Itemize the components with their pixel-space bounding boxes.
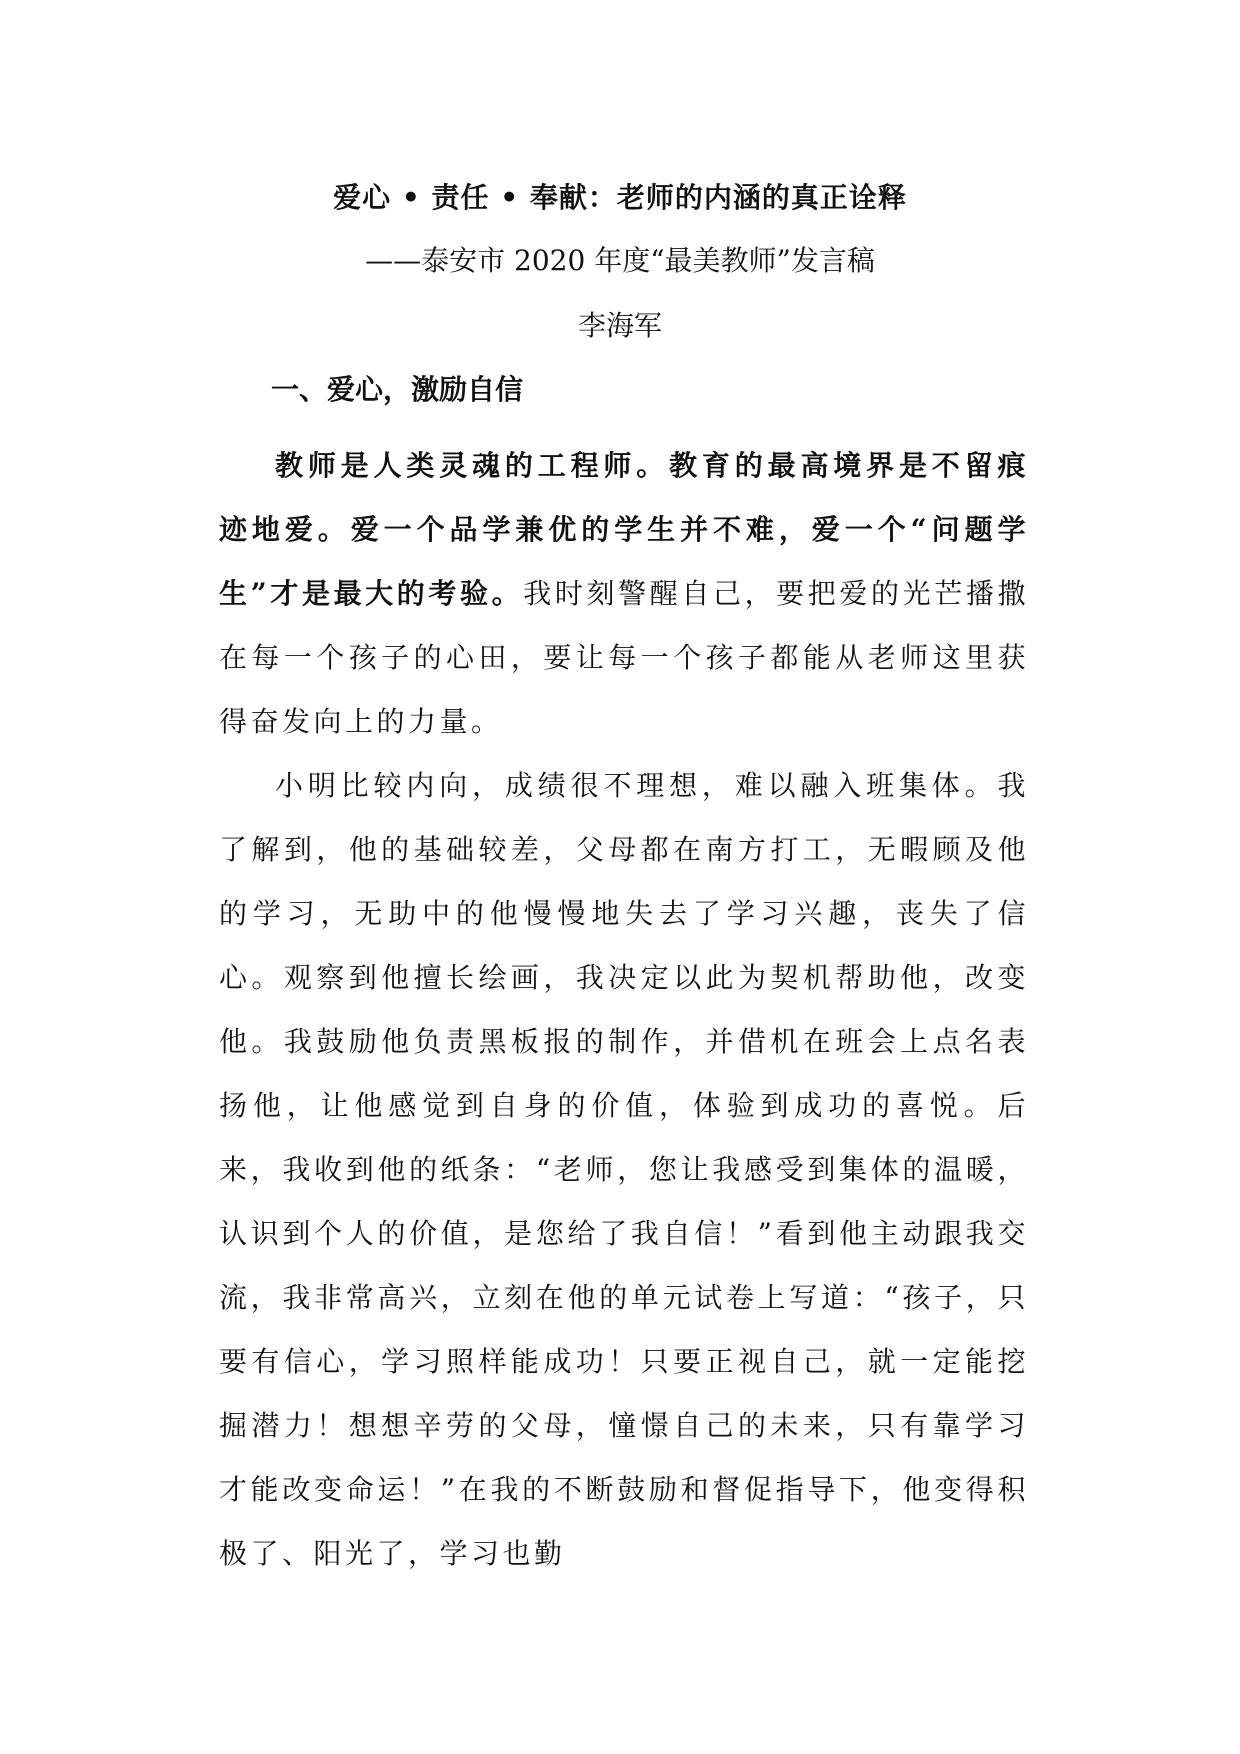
paragraph-2: 小明比较内向，成绩很不理想，难以融入班集体。我了解到，他的基础较差，父母都在南方打工，无暇顾及他的学习，无助中的他慢慢地失去了学习兴趣，丧失了信心。观察到他擅长绘画，我决定以此为契机帮助他，改变他。我鼓励他负责黑板报的制作，并借机在班会上点名表扬他，让他感觉到自身的价值，体验到成功的喜悦。后来，我收到他的纸条：“老师，您让我感受到集体的温暖，认识到个人的价值，是您给了我自信！”看到他主动跟我交流，我非常高兴，立刻在他的单元试卷上写道：“孩子，只要有信心，学习照样能成功！只要正视自己，就一定能挖掘潜力！想想辛劳的父母，憧憬自己的未来，只有靠学习才能改变命运！”在我的不断鼓励和督促指导下，他变得积极了、阳光了，学习也勤 [219, 769, 1029, 1570]
document-subtitle: ——泰安市 2020 年度“最美教师”发言稿 [365, 244, 875, 277]
author-name: 李海军 [577, 309, 662, 342]
document-title: 爱心 • 责任 • 奉献：老师的内涵的真正诠释 [333, 181, 907, 214]
paragraph-1 [219, 434, 1029, 754]
paragraph-1-text: 我时刻警醒自己，要把爱的光芒播撒在每一个孩子的心田，要让每一个孩子都能从老师这里获得奋发向上的力量。 [219, 577, 1029, 738]
section-heading: 一、爱心，激励自信 [271, 373, 524, 406]
paragraph-1-bold-text: 教师是人类灵魂的工程师。教育的最高境界是不留痕迹地爱。爱一个品学兼优的学生并不难，爱一个“问题学生”才是最大的考验。 [219, 449, 1029, 610]
